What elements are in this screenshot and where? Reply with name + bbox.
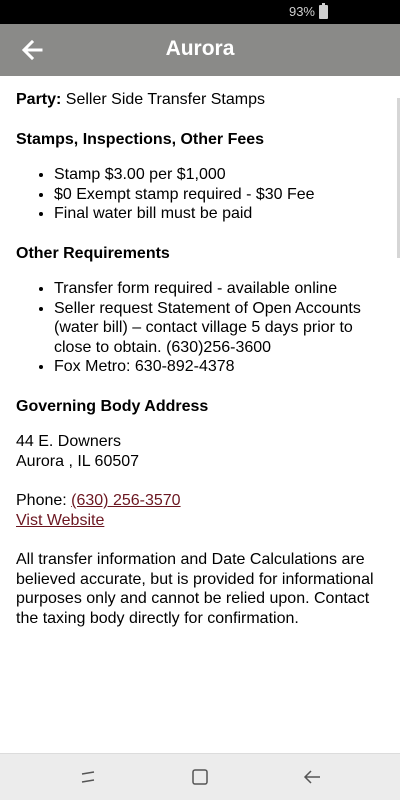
app-bar bbox=[0, 24, 400, 76]
recents-icon bbox=[78, 769, 98, 785]
system-back-button[interactable] bbox=[297, 764, 327, 790]
requirement-item: • Transfer form required - available online bbox=[54, 279, 382, 299]
detail-content bbox=[16, 90, 382, 628]
fees-item: • Final water bill must be paid bbox=[54, 204, 382, 224]
phone-label: Phone: bbox=[16, 492, 72, 509]
battery-percent: 93% bbox=[288, 4, 315, 19]
fees-heading: Stamps, Inspections, Other Fees bbox=[16, 130, 265, 148]
home-button[interactable] bbox=[185, 764, 215, 790]
address-line2: Aurora , IL 60507 bbox=[16, 452, 140, 470]
website-link[interactable]: Vist Website bbox=[16, 511, 105, 529]
navigation-bar bbox=[0, 753, 400, 800]
battery-icon bbox=[319, 5, 328, 19]
party-value: Seller Side Transfer Stamps bbox=[61, 91, 265, 108]
requirements-heading: Other Requirements bbox=[16, 244, 170, 262]
requirements-list bbox=[16, 279, 382, 377]
fees-item: • $0 Exempt stamp required - $30 Fee bbox=[54, 185, 382, 205]
back-arrow-icon bbox=[302, 769, 322, 785]
home-square-icon bbox=[191, 768, 209, 786]
requirement-item: • Fox Metro: 630-892-4378 bbox=[54, 357, 382, 377]
recents-button[interactable] bbox=[73, 764, 103, 790]
fees-item: • Stamp $3.00 per $1,000 bbox=[54, 165, 382, 185]
party-label: Party: bbox=[16, 91, 62, 108]
party-line bbox=[16, 90, 382, 110]
battery-fill bbox=[320, 6, 327, 17]
status-right bbox=[289, 4, 328, 19]
website-line bbox=[16, 511, 382, 531]
address-heading: Governing Body Address bbox=[16, 397, 209, 415]
phone-link[interactable]: (630) 256-3570 bbox=[71, 492, 181, 509]
status-bar bbox=[0, 0, 400, 24]
page-title: Aurora bbox=[165, 37, 235, 60]
disclaimer: All transfer information and Date Calculations are believed accurate, but is provided for informational purposes only and cannot be relied upon. Contact the taxing body directly for confirmation. bbox=[16, 551, 374, 627]
requirement-item: • Seller request Statement of Open Accounts (water bill) – contact village 5 days prior to close to obtain. (630)256-3600 bbox=[54, 299, 382, 358]
address-line1: 44 E. Downers bbox=[16, 433, 121, 450]
phone-line bbox=[16, 491, 382, 511]
fees-list bbox=[16, 165, 382, 224]
